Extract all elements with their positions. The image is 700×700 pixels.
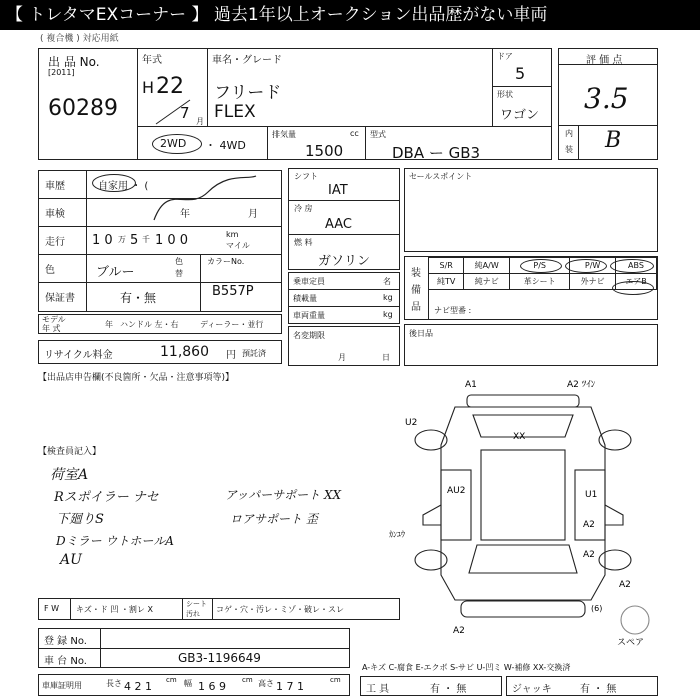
label-a2-top: A2 ﾂｲﾝ [567, 380, 596, 390]
mileage-man: 万 [118, 235, 126, 244]
warranty-label: 保証書 [45, 293, 75, 304]
car-grade: FLEX [214, 102, 256, 122]
equipment-label-2: 備 [411, 285, 421, 296]
displacement-unit: cc [350, 129, 359, 138]
certificate-width-label: 幅 [184, 679, 192, 688]
color-label: 色 [45, 265, 55, 276]
interior-label-2: 装 [565, 145, 573, 154]
inspection-month-unit: 月 [248, 209, 258, 220]
equip-leather: 革シート [510, 274, 570, 290]
equip-abs: ABS [615, 258, 656, 274]
recycle-label: リサイクル料金 [44, 350, 113, 361]
inspector-note-2: Rスポイラー ナセ [54, 490, 159, 505]
jack-label: ジャッキ [512, 684, 552, 695]
name-change-day: 日 [382, 353, 390, 362]
displacement-label: 排気量 [272, 130, 296, 139]
damage-seat-2: 汚れ [186, 610, 200, 618]
year-divider-slash [150, 98, 200, 126]
year-label: 年式 [142, 55, 162, 66]
label-a2-bot2: A2 [619, 580, 631, 590]
mirror-left [423, 505, 441, 525]
inspection-scribble [148, 172, 260, 228]
jack-value: 有 ・ 無 [580, 684, 617, 695]
drive-4wd: ・ 4WD [205, 139, 246, 152]
label-a1: A1 [465, 380, 477, 390]
certificate-height-label: 高さ [258, 679, 274, 688]
inspector-note-3: 下廻りS [56, 512, 104, 527]
damage-legend: A-キズ C-腐食 E-エクボ S-サビ U-凹ミ W-補修 XX-交換済 [362, 663, 571, 672]
recycle-unit: 円 [226, 350, 236, 361]
score-label: 評 価 点 [586, 55, 623, 66]
car-damage-diagram [389, 375, 665, 648]
declaration-label: 【出品店申告欄(不良箇所・欠品・注意事項等)】 [38, 373, 235, 383]
mileage-rest: 5 [130, 233, 139, 248]
paper-note: ( 複合機 ) 対応用紙 [40, 34, 119, 44]
page-header: 【 トレタマEXコーナー 】 過去1年以上オークション出品歴がない車両 [0, 0, 700, 30]
inspector-note-1: 荷室A [50, 467, 89, 483]
color-value: ブルー [96, 265, 135, 280]
year-era: H [142, 78, 155, 97]
equip-navi: 純ナビ [464, 274, 510, 290]
damage-fw: F W [44, 604, 60, 613]
post-loading-box [404, 324, 658, 366]
recycle-value: 11,860 [160, 344, 209, 360]
label-u2: U2 [405, 418, 418, 428]
history-label: 車歴 [45, 181, 65, 192]
equip-ext-navi-2: 外ナビ [570, 274, 616, 290]
shift-label: シフト [294, 172, 318, 181]
label-a2-lower: A2 [453, 626, 465, 636]
ps-circle [520, 259, 562, 273]
equip-tv: 純TV [429, 274, 464, 290]
tools-value: 有 ・ 無 [430, 684, 467, 695]
inspector-note-4: Dミラー ウトホールA [56, 534, 174, 548]
capacity-label: 乗車定員 [293, 277, 325, 286]
post-loading-label: 後日品 [409, 329, 433, 338]
windshield [469, 545, 577, 573]
ac-value: AAC [325, 217, 352, 232]
body-type-value: ワゴン [500, 108, 540, 123]
model-year-unit: 年 [105, 320, 113, 329]
fuel-label: 燃 料 [294, 238, 313, 247]
color-change-1: 色 [175, 257, 183, 266]
equip-pw: P/W [570, 258, 616, 274]
dealer-type: ディーラー・並行 [200, 320, 264, 329]
front-bumper [461, 601, 585, 617]
handle-side: ハンドル 左・右 [120, 320, 179, 329]
equip-aw: 純A/W [464, 258, 510, 274]
mileage-mile: マイル [226, 241, 250, 250]
doors-value: 5 [515, 64, 526, 83]
label-a2-bot: A2 [583, 550, 595, 560]
label-kanyu: ｶﾝﾕｳ [389, 530, 405, 539]
lot-year-tag: [2011] [48, 68, 75, 77]
car-model: フリード [214, 83, 282, 103]
damage-seat-items: コゲ・穴・汚レ・ミゾ・破レ・スレ [216, 605, 344, 614]
inspector-note-7: ロアサポート 歪 [230, 512, 318, 526]
inspection-label: 車検 [45, 209, 65, 220]
tools-label: 工 具 [366, 684, 390, 695]
body-type-label: 形状 [497, 90, 513, 99]
door-left [441, 470, 471, 540]
name-change-month: 月 [338, 353, 346, 362]
roof [481, 450, 565, 540]
certificate-height: 1 7 1 [276, 680, 304, 693]
load-label: 積載量 [293, 294, 317, 303]
mileage-digits: 1 0 [92, 233, 113, 248]
interior-value: B [605, 128, 622, 153]
fuel-value: ガソリン [318, 254, 371, 269]
navi-model-label: ナビ型番 : [434, 306, 472, 315]
chassis-label: 車 台 No. [44, 656, 87, 667]
abs-circle [610, 259, 654, 273]
chassis-value: GB3-1196649 [178, 651, 261, 665]
pw-circle [565, 259, 607, 273]
mileage-tail: 1 0 0 [155, 233, 189, 248]
drive-2wd: 2WD [160, 137, 187, 150]
warranty-value: 有・無 [120, 291, 157, 305]
label-xx: XX [513, 432, 526, 442]
certificate-label: 車庫証明用 [42, 681, 82, 690]
year-value: 22 [156, 74, 184, 99]
color-change-2: 替 [175, 269, 183, 278]
year-month-unit: 月 [196, 117, 204, 126]
shift-value: IAT [328, 183, 348, 198]
mileage-label: 走行 [45, 237, 65, 248]
label-a2-right: A2 [583, 520, 595, 530]
weight-label: 車両重量 [293, 311, 325, 320]
airbag-circle [612, 281, 654, 295]
model-code-label: 型式 [370, 130, 386, 139]
mirror-right [605, 505, 623, 525]
inspection-year-unit: 年 [180, 209, 190, 220]
year-month: 7 [180, 104, 190, 122]
model-code-value: DBA ー GB3 [392, 144, 481, 162]
equip-ps: P/S [510, 258, 570, 274]
wheel-rear-left [415, 430, 447, 450]
ac-label: 冷 房 [294, 204, 313, 213]
wheel-front-right [599, 550, 631, 570]
label-six: (6) [591, 604, 603, 613]
color-no-label: カラーNo. [207, 257, 245, 266]
certificate-length: 4 2 1 [124, 680, 152, 693]
label-u1: U1 [585, 490, 598, 500]
wheel-front-left [415, 550, 447, 570]
certificate-unit-2: cm [242, 676, 253, 684]
equip-sr: S/R [429, 258, 464, 274]
certificate-width: 1 6 9 [198, 680, 226, 693]
name-label: 車名・グレード [212, 55, 282, 66]
equipment-label-3: 品 [411, 302, 421, 313]
inspector-note-5: AU [60, 552, 82, 568]
weight-unit: kg [383, 310, 393, 319]
load-unit: kg [383, 293, 393, 302]
mileage-unit: km [226, 230, 239, 239]
history-value: 自家用 ・ ( [98, 181, 149, 192]
label-spare: スペア [617, 638, 645, 648]
damage-exterior: キズ・ド 凹 ・割レ X [76, 605, 153, 614]
capacity-unit: 名 [383, 277, 391, 286]
interior-label-1: 内 [565, 129, 573, 138]
displacement-value: 1500 [305, 142, 344, 160]
wheel-rear-right [599, 430, 631, 450]
lot-number: 60289 [48, 96, 118, 121]
mileage-sen: 千 [142, 235, 150, 244]
spare-tire [621, 606, 649, 634]
registration-label: 登 録 No. [44, 636, 87, 647]
color-no-value: B557P [212, 284, 254, 299]
damage-seat-1: シート [186, 600, 207, 608]
label-au2: AU2 [447, 486, 466, 496]
inspector-note-6: アッパーサポート XX [225, 488, 342, 502]
equip-airbag: エアB [615, 274, 656, 290]
certificate-unit-3: cm [330, 676, 341, 684]
recycle-note: 預託済 [242, 349, 266, 358]
name-change-label: 名変期限 [293, 331, 325, 340]
sales-point-label: セールスポイント [409, 172, 473, 181]
lot-label: 出 品 No. [48, 55, 100, 69]
score-value: 3.5 [584, 82, 629, 115]
rear-bumper [467, 395, 579, 407]
certificate-unit-1: cm [166, 676, 177, 684]
model-year-label-2: 年 式 [42, 324, 61, 333]
certificate-length-label: 長さ [106, 679, 122, 688]
equipment-label-1: 装 [411, 268, 421, 279]
inspector-label: 【検査員記入】 [38, 447, 102, 457]
doors-label: ドア [497, 52, 513, 61]
model-year-label-1: モデル [42, 315, 66, 324]
